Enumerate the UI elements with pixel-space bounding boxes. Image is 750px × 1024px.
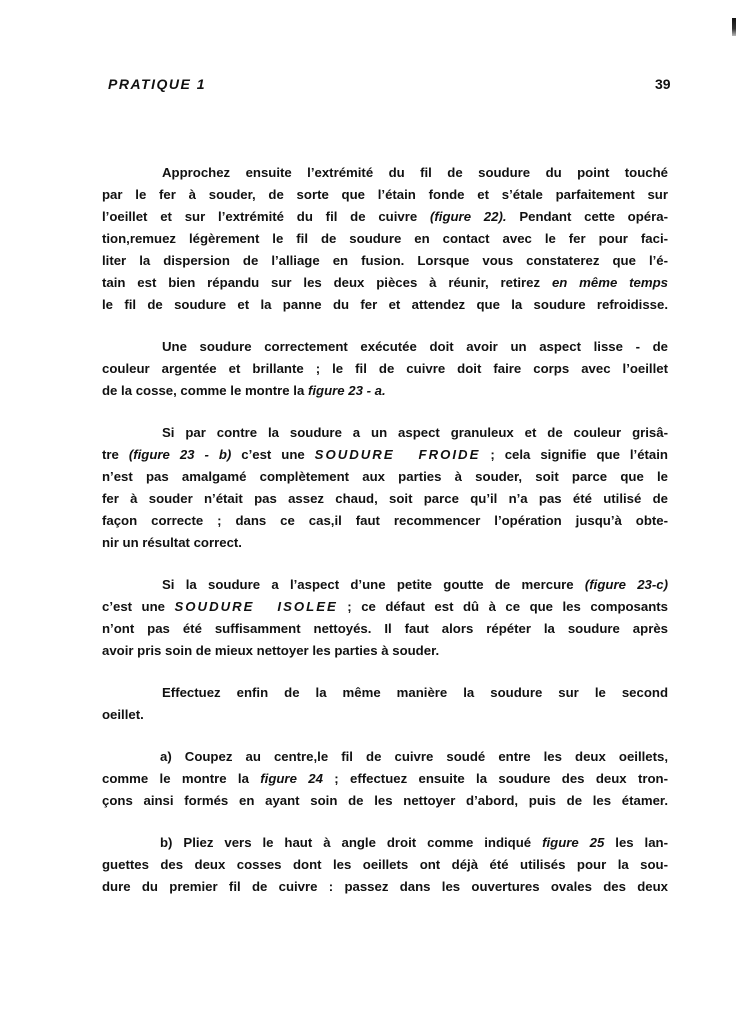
text-line bbox=[102, 185, 668, 204]
text-line bbox=[162, 163, 668, 182]
text-line bbox=[102, 489, 668, 508]
text-line bbox=[102, 295, 668, 314]
text-span: liter la dispersion de l’alliage en fusion. Lorsque vous constaterez que l’é- bbox=[102, 253, 668, 268]
text-span: Pendant cette opéra- bbox=[506, 209, 668, 224]
text-line bbox=[102, 619, 668, 638]
text-span: couleur argentée et brillante ; le fil de cuivre doit faire corps avec l’oeillet bbox=[102, 361, 668, 376]
text-span: çons ainsi formés en ayant soin de les nettoyer d’abord, puis de les étamer. bbox=[102, 793, 668, 808]
text-span: tre bbox=[102, 447, 129, 462]
scan-edge-mark bbox=[732, 18, 736, 36]
text-line bbox=[102, 381, 668, 400]
text-span: tain est bien répandu sur les deux pièces à réunir, retirez bbox=[102, 275, 552, 290]
text-span: dure du premier fil de cuivre : passez dans les ouvertures ovales des deux bbox=[102, 879, 668, 894]
emphasis-text: en même temps bbox=[551, 275, 668, 290]
text-line bbox=[102, 705, 668, 724]
text-span: ; effectuez ensuite la soudure des deux tron- bbox=[322, 771, 668, 786]
emphasis-term: SOUDURE FROIDE bbox=[314, 447, 481, 462]
text-span: n’ont pas été suffisamment nettoyés. Il faut alors répéter la soudure après bbox=[102, 621, 668, 636]
emphasis-term: SOUDURE ISOLEE bbox=[174, 599, 338, 614]
text-line bbox=[102, 641, 668, 660]
figure-reference: (figure 23 - b) bbox=[128, 447, 232, 462]
running-header: PRATIQUE 1 bbox=[108, 76, 206, 92]
figure-reference: figure 23 - a. bbox=[307, 383, 386, 398]
text-span: ; cela signifie que l’étain bbox=[480, 447, 668, 462]
text-span: b) Pliez vers le haut à angle droit comme indiqué bbox=[160, 835, 543, 850]
text-line bbox=[102, 597, 668, 616]
text-span: c’est une bbox=[231, 447, 315, 462]
text-line bbox=[160, 747, 668, 766]
text-span: Si par contre la soudure a un aspect granuleux et de couleur grisâ- bbox=[162, 425, 668, 440]
page-number: 39 bbox=[655, 76, 671, 92]
text-line bbox=[102, 273, 668, 292]
text-span: le fil de soudure et la panne du fer et attendez que la soudure refroidisse. bbox=[102, 297, 668, 312]
text-span: oeillet. bbox=[102, 707, 144, 722]
text-span: fer à souder n’était pas assez chaud, soit parce qu’il n’a pas été utilisé de bbox=[102, 491, 668, 506]
text-line bbox=[102, 251, 668, 270]
text-line bbox=[102, 533, 668, 552]
text-span: ; ce défaut est dû à ce que les composants bbox=[337, 599, 668, 614]
text-line bbox=[160, 833, 668, 852]
text-line bbox=[162, 683, 668, 702]
text-line bbox=[102, 207, 668, 226]
text-line bbox=[102, 877, 668, 896]
text-line bbox=[162, 423, 668, 442]
text-span: c’est une bbox=[102, 599, 175, 614]
text-span: les lan- bbox=[604, 835, 668, 850]
figure-reference: figure 24 bbox=[260, 771, 323, 786]
text-line bbox=[102, 467, 668, 486]
text-span: comme le montre la bbox=[102, 771, 261, 786]
text-span: guettes des deux cosses dont les oeillets ont déjà été utilisés pour la sou- bbox=[102, 857, 668, 872]
figure-reference: (figure 23-c) bbox=[584, 577, 668, 592]
text-line bbox=[162, 337, 668, 356]
text-line bbox=[102, 511, 668, 530]
text-span: de la cosse, comme le montre la bbox=[102, 383, 308, 398]
text-span: nir un résultat correct. bbox=[102, 535, 242, 550]
text-span: n’est pas amalgamé complètement aux parties à souder, soit parce que le bbox=[102, 469, 668, 484]
text-span: Si la soudure a l’aspect d’une petite goutte de mercure bbox=[162, 577, 585, 592]
text-span: par le fer à souder, de sorte que l’étain fonde et s’étale parfaitement sur bbox=[102, 187, 668, 202]
text-span: Approchez ensuite l’extrémité du fil de soudure du point touché bbox=[162, 165, 668, 180]
text-span: façon correcte ; dans ce cas,il faut recommencer l’opération jusqu’à obte- bbox=[102, 513, 668, 528]
text-line bbox=[102, 359, 668, 378]
text-line bbox=[162, 575, 668, 594]
figure-reference: figure 25 bbox=[542, 835, 605, 850]
text-span: Une soudure correctement exécutée doit avoir un aspect lisse - de bbox=[162, 339, 668, 354]
text-span: avoir pris soin de mieux nettoyer les parties à souder. bbox=[102, 643, 440, 658]
text-span: tion,remuez légèrement le fil de soudure en contact avec le fer pour faci- bbox=[102, 231, 668, 246]
text-span: l’oeillet et sur l’extrémité du fil de cuivre bbox=[102, 209, 430, 224]
text-span: a) Coupez au centre,le fil de cuivre soudé entre les deux oeillets, bbox=[160, 749, 668, 764]
text-line bbox=[102, 855, 668, 874]
text-line bbox=[102, 791, 668, 810]
figure-reference: (figure 22). bbox=[430, 209, 507, 224]
text-line bbox=[102, 769, 668, 788]
text-span: Effectuez enfin de la même manière la soudure sur le second bbox=[162, 685, 668, 700]
text-line bbox=[102, 229, 668, 248]
text-line bbox=[102, 445, 668, 464]
